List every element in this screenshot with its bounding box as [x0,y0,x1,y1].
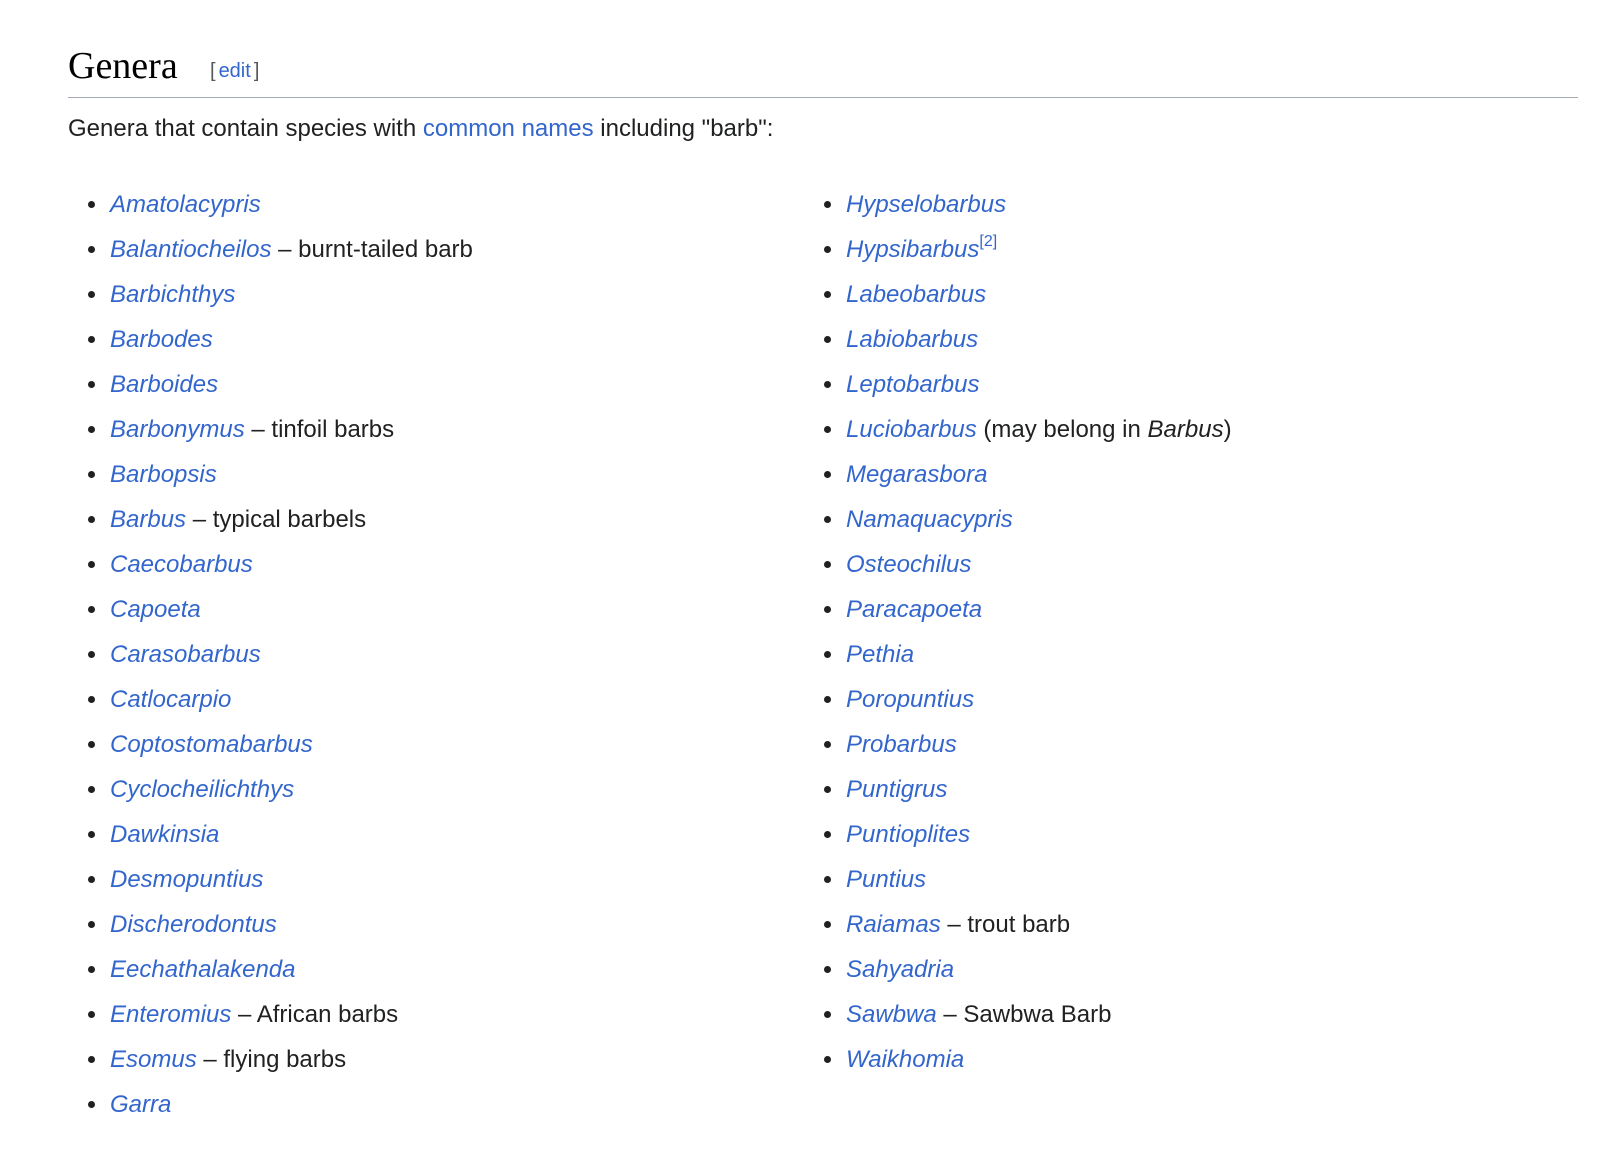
list-item [88,407,788,452]
bullet-icon [88,291,95,298]
list-item [88,677,788,722]
bullet-icon [824,966,831,973]
genus-link[interactable]: Luciobarbus [846,416,977,443]
bullet-icon [824,336,831,343]
bullet-icon [88,471,95,478]
bullet-icon [88,831,95,838]
bullet-icon [824,1056,831,1063]
genus-description: – typical barbels [186,506,367,533]
list-item [88,947,788,992]
list-item [88,317,788,362]
section-title: Genera [68,45,178,87]
bullet-icon [88,561,95,568]
list-item [824,587,1524,632]
genera-list-left [88,182,788,1127]
bullet-icon [824,1011,831,1018]
list-item [88,362,788,407]
bullet-icon [824,291,831,298]
list-item [824,722,1524,767]
bullet-icon [88,1101,95,1108]
list-item [824,452,1524,497]
list-item [824,182,1524,227]
genus-description: – burnt-tailed barb [271,236,473,263]
genus-link[interactable]: Paracapoeta [846,596,983,623]
genus-description: – tinfoil barbs [244,416,395,443]
list-item [88,1082,788,1127]
genus-link[interactable]: Labeobarbus [846,281,987,308]
bullet-icon [88,876,95,883]
list-item [88,992,788,1037]
genus-link[interactable]: Enteromius [110,1001,232,1028]
list-item [88,902,788,947]
genus-link[interactable]: Capoeta [110,596,201,623]
bullet-icon [88,516,95,523]
genus-link[interactable]: Poropuntius [846,686,975,713]
genus-link[interactable]: Barbichthys [110,281,236,308]
list-item [88,722,788,767]
bullet-icon [88,786,95,793]
genus-link[interactable]: Carasobarbus [110,641,261,668]
bullet-icon [824,696,831,703]
list-item [824,362,1524,407]
list-item [824,857,1524,902]
reference-superscript [979,233,997,250]
bullet-icon [824,426,831,433]
edit-bracket-open: [ [210,60,216,82]
genus-link[interactable]: Coptostomabarbus [110,731,313,758]
bullet-icon [824,381,831,388]
genus-description: – flying barbs [196,1046,347,1073]
edit-section-link[interactable]: edit [218,60,251,82]
genus-description [977,416,1232,443]
genus-link[interactable]: Amatolacypris [110,191,261,218]
genus-link[interactable]: Discherodontus [110,911,277,938]
bullet-icon [88,921,95,928]
list-item [824,227,1524,272]
section-heading [68,38,1578,98]
list-item [88,632,788,677]
bullet-icon [824,741,831,748]
bullet-icon [88,426,95,433]
list-item [824,542,1524,587]
genus-link[interactable]: Puntigrus [846,776,948,803]
genus-link[interactable]: Puntius [846,866,927,893]
list-item [88,227,788,272]
list-item [824,272,1524,317]
genus-link[interactable]: Osteochilus [846,551,972,578]
intro-paragraph [68,114,773,144]
list-item [88,542,788,587]
bullet-icon [88,741,95,748]
intro-text-after: including "barb": [593,115,774,142]
list-item [88,767,788,812]
bullet-icon [88,1011,95,1018]
genus-link[interactable]: Probarbus [846,731,957,758]
bullet-icon [824,561,831,568]
genus-link[interactable]: Sahyadria [846,956,955,983]
genus-link[interactable]: Sawbwa [846,1001,937,1028]
bullet-icon [824,471,831,478]
bullet-icon [824,921,831,928]
list-item [824,902,1524,947]
genus-link[interactable]: Raiamas [846,911,941,938]
reference-link[interactable]: [2] [979,233,998,250]
genus-link[interactable]: Hypsibarbus [846,236,980,263]
genus-link[interactable]: Waikhomia [846,1046,965,1073]
bullet-icon [88,1056,95,1063]
list-item [824,992,1524,1037]
list-item [824,317,1524,362]
genus-link[interactable]: Barbonymus [110,416,245,443]
bullet-icon [88,336,95,343]
list-item [88,587,788,632]
bullet-icon [88,696,95,703]
genus-link[interactable]: Esomus [110,1046,197,1073]
genus-link[interactable]: Cyclocheilichthys [110,776,295,803]
genera-list-right [824,182,1524,1082]
intro-text-before: Genera that contain species with [68,115,423,142]
bullet-icon [88,201,95,208]
description-italic-text: Barbus [1147,416,1224,443]
list-item [824,677,1524,722]
list-item [88,272,788,317]
genus-link[interactable]: Puntioplites [846,821,971,848]
bullet-icon [824,831,831,838]
genus-link[interactable]: Pethia [846,641,915,668]
list-item [824,632,1524,677]
genus-link[interactable]: Barbodes [110,326,213,353]
bullet-icon [88,246,95,253]
genus-link[interactable]: Dawkinsia [110,821,220,848]
edit-section-link-wrapper [210,59,259,83]
list-item [824,812,1524,857]
bullet-icon [824,786,831,793]
list-item [88,182,788,227]
bullet-icon [824,201,831,208]
description-text: (may belong in [976,416,1148,443]
list-item [88,812,788,857]
genus-link[interactable]: Barboides [110,371,219,398]
genus-link[interactable]: Desmopuntius [110,866,264,893]
list-item [824,1037,1524,1082]
bullet-icon [88,651,95,658]
genus-link[interactable]: Caecobarbus [110,551,253,578]
genus-link[interactable]: Garra [110,1091,172,1118]
genus-link[interactable]: Balantiocheilos [110,236,272,263]
bullet-icon [88,966,95,973]
genus-link[interactable]: Barbus [110,506,187,533]
bullet-icon [88,606,95,613]
list-item [824,767,1524,812]
genus-link[interactable]: Labiobarbus [846,326,979,353]
bullet-icon [824,246,831,253]
genus-link[interactable]: Catlocarpio [110,686,232,713]
bullet-icon [824,606,831,613]
genus-link[interactable]: Megarasbora [846,461,988,488]
list-item [88,857,788,902]
common-names-link[interactable]: common names [422,115,594,142]
genus-link[interactable]: Leptobarbus [846,371,980,398]
list-item [88,497,788,542]
genus-link[interactable]: Barbopsis [110,461,217,488]
genus-link[interactable]: Eechathalakenda [110,956,296,983]
genus-link[interactable]: Hypselobarbus [846,191,1007,218]
list-item [88,1037,788,1082]
genus-description: – Sawbwa Barb [936,1001,1112,1028]
list-item [88,452,788,497]
bullet-icon [824,876,831,883]
bullet-icon [88,381,95,388]
genus-description: – African barbs [231,1001,399,1028]
genus-link[interactable]: Namaquacypris [846,506,1013,533]
list-item [824,407,1524,452]
list-item [824,497,1524,542]
bullet-icon [824,516,831,523]
description-text: ) [1223,416,1232,443]
edit-bracket-close: ] [253,60,260,82]
bullet-icon [824,651,831,658]
list-item [824,947,1524,992]
genus-description: – trout barb [940,911,1071,938]
